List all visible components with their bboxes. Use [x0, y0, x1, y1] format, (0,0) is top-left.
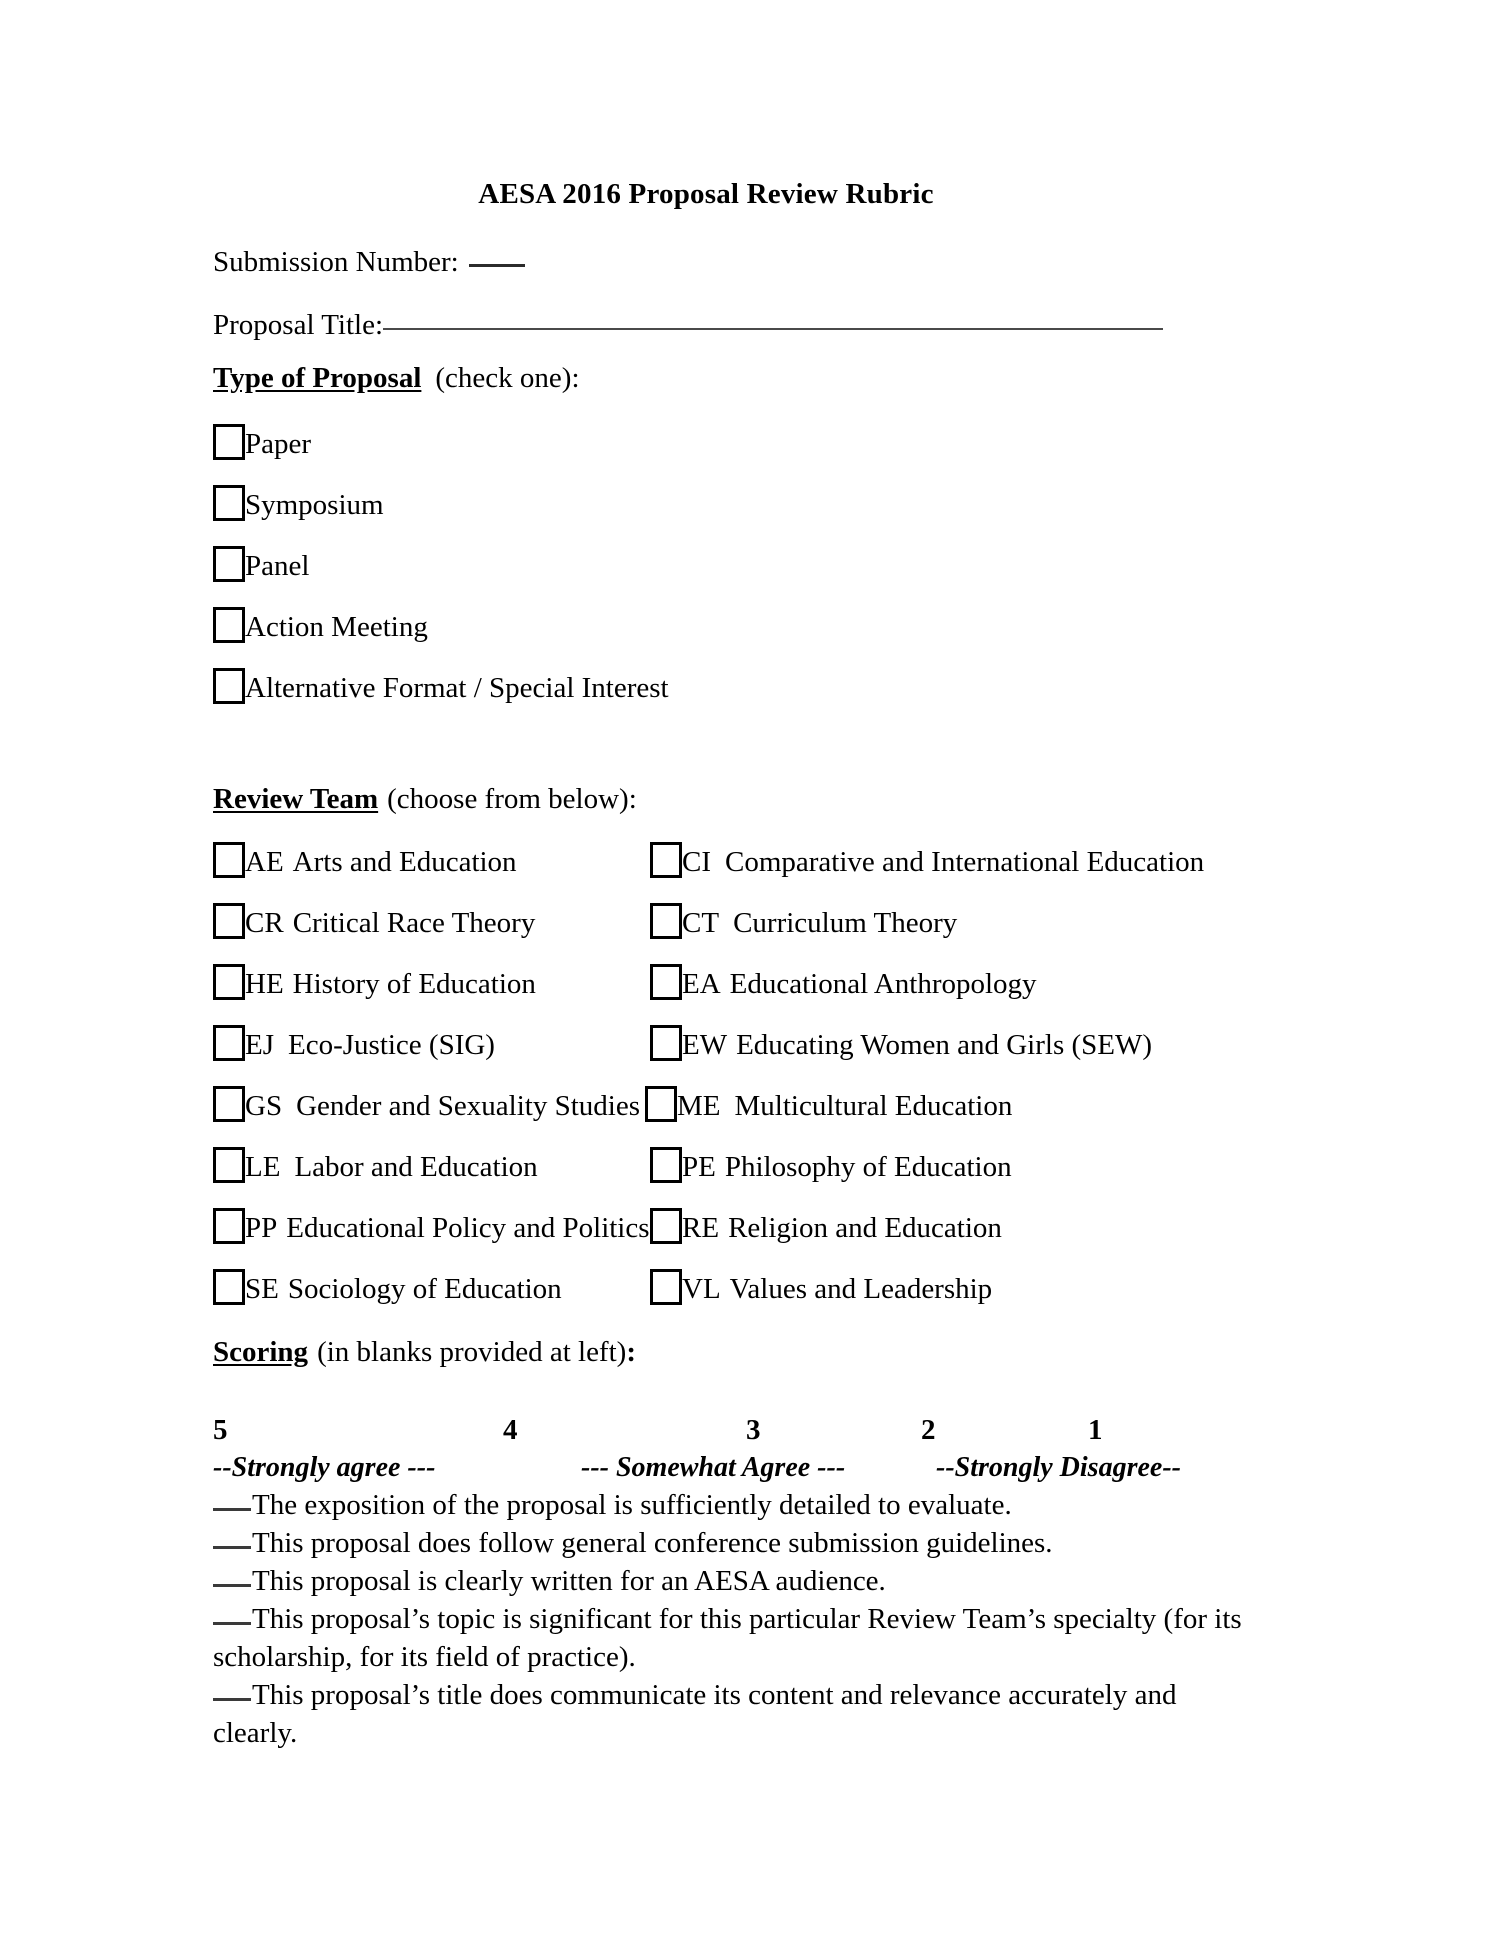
review-team-heading-label: Review Team	[213, 783, 379, 815]
score-input-1[interactable]	[213, 1508, 251, 1511]
scale-number-2: 2	[921, 1414, 936, 1446]
checkbox-ci[interactable]	[650, 842, 682, 878]
checkbox-row-ew[interactable]	[650, 1025, 1152, 1061]
scale-label-somewhat-agree: --- Somewhat Agree ---	[581, 1452, 846, 1483]
checkbox-ea[interactable]	[650, 964, 682, 1000]
checkbox-label-ci: Comparative and International Education	[725, 845, 1205, 878]
checkbox-label-pp: Educational Policy and Politics	[286, 1211, 650, 1244]
score-input-2[interactable]	[213, 1546, 251, 1549]
checkbox-row-symposium[interactable]	[213, 485, 384, 521]
checkbox-label-gs: Gender and Sexuality Studies	[296, 1089, 640, 1122]
checkbox-he[interactable]	[213, 964, 245, 1000]
submission-number-label: Submission Number:	[213, 246, 459, 278]
checkbox-row-alternative-format[interactable]	[213, 668, 669, 704]
type-of-proposal-instruction: (check one):	[435, 362, 580, 394]
checkbox-label-ew: Educating Women and Girls (SEW)	[736, 1028, 1153, 1061]
checkbox-code-cr: CR	[245, 906, 284, 939]
score-input-4[interactable]	[213, 1622, 251, 1625]
review-team-heading	[213, 783, 637, 816]
checkbox-ew[interactable]	[650, 1025, 682, 1061]
checkbox-code-ci: CI	[682, 845, 711, 878]
checkbox-action-meeting[interactable]	[213, 607, 245, 643]
checkbox-label-symposium: Symposium	[245, 488, 384, 521]
scoring-instruction-colon: :	[626, 1336, 636, 1368]
checkbox-label-alternative-format: Alternative Format / Special Interest	[245, 671, 669, 704]
checkbox-le[interactable]	[213, 1147, 245, 1183]
checkbox-code-ae: AE	[245, 845, 284, 878]
checkbox-se[interactable]	[213, 1269, 245, 1305]
checkbox-symposium[interactable]	[213, 485, 245, 521]
checkbox-label-re: Religion and Education	[728, 1211, 1002, 1244]
checkbox-row-gs[interactable]	[213, 1086, 640, 1122]
checkbox-code-pe: PE	[682, 1150, 716, 1183]
proposal-title-label: Proposal Title:	[213, 309, 384, 341]
checkbox-code-ct: CT	[682, 906, 720, 939]
scoring-heading-label: Scoring	[213, 1336, 309, 1368]
scale-number-1: 1	[1088, 1414, 1103, 1446]
scoring-heading	[213, 1336, 636, 1369]
checkbox-label-ae: Arts and Education	[292, 845, 517, 878]
proposal-title-row	[213, 309, 1163, 342]
checkbox-row-pe[interactable]	[650, 1147, 1012, 1183]
statement-row	[213, 1524, 1263, 1562]
checkbox-row-ea[interactable]	[650, 964, 1037, 1000]
submission-number-row	[213, 246, 525, 279]
statement-text-3: This proposal is clearly written for an AESA audience.	[252, 1565, 886, 1597]
scale-number-3: 3	[746, 1414, 761, 1446]
checkbox-code-se: SE	[245, 1272, 279, 1305]
checkbox-row-cr[interactable]	[213, 903, 535, 939]
checkbox-panel[interactable]	[213, 546, 245, 582]
checkbox-label-ej: Eco-Justice (SIG)	[288, 1028, 495, 1061]
checkbox-row-ej[interactable]	[213, 1025, 495, 1061]
statement-text-2: This proposal does follow general conference submission guidelines.	[252, 1527, 1053, 1559]
checkbox-row-me[interactable]	[645, 1086, 1012, 1122]
checkbox-label-paper: Paper	[245, 427, 312, 460]
checkbox-label-he: History of Education	[292, 967, 536, 1000]
checkbox-row-pp[interactable]	[213, 1208, 650, 1244]
checkbox-row-ci[interactable]	[650, 842, 1204, 878]
scoring-statements	[213, 1486, 1263, 1752]
checkbox-label-se: Sociology of Education	[287, 1272, 562, 1305]
checkbox-row-re[interactable]	[650, 1208, 1002, 1244]
checkbox-paper[interactable]	[213, 424, 245, 460]
checkbox-me[interactable]	[645, 1086, 677, 1122]
statement-text-1: The exposition of the proposal is sufficiently detailed to evaluate.	[252, 1489, 1012, 1521]
statement-row	[213, 1676, 1263, 1752]
scale-number-4: 4	[503, 1414, 518, 1446]
checkbox-cr[interactable]	[213, 903, 245, 939]
checkbox-code-re: RE	[682, 1211, 720, 1244]
checkbox-vl[interactable]	[650, 1269, 682, 1305]
scale-label-strongly-disagree: --Strongly Disagree--	[936, 1452, 1181, 1483]
checkbox-label-cr: Critical Race Theory	[292, 906, 536, 939]
checkbox-row-action-meeting[interactable]	[213, 607, 428, 643]
checkbox-code-vl: VL	[682, 1272, 721, 1305]
statement-text-5: This proposal’s title does communicate its content and relevance accurately and clearly.	[213, 1679, 1177, 1749]
checkbox-label-panel: Panel	[245, 549, 310, 582]
checkbox-code-pp: PP	[245, 1211, 278, 1244]
checkbox-row-paper[interactable]	[213, 424, 311, 460]
checkbox-code-ej: EJ	[245, 1028, 274, 1061]
scoring-scale-labels	[213, 1452, 1243, 1488]
statement-text-4: This proposal’s topic is significant for this particular Review Team’s specialty (for its scholarship, for its field of practice).	[213, 1603, 1242, 1673]
type-of-proposal-heading	[213, 362, 580, 395]
proposal-title-input[interactable]	[383, 328, 1163, 330]
checkbox-alternative-format[interactable]	[213, 668, 245, 704]
checkbox-code-gs: GS	[245, 1089, 283, 1122]
type-of-proposal-heading-label: Type of Proposal	[213, 362, 422, 394]
checkbox-row-he[interactable]	[213, 964, 536, 1000]
checkbox-code-ea: EA	[682, 967, 721, 1000]
checkbox-row-se[interactable]	[213, 1269, 562, 1305]
submission-number-input[interactable]	[469, 264, 525, 267]
scale-label-strongly-agree: --Strongly agree ---	[213, 1452, 436, 1483]
checkbox-ct[interactable]	[650, 903, 682, 939]
checkbox-label-me: Multicultural Education	[734, 1089, 1013, 1122]
score-input-5[interactable]	[213, 1698, 251, 1701]
scoring-instruction: (in blanks provided at left)	[317, 1336, 627, 1368]
checkbox-row-ae[interactable]	[213, 842, 517, 878]
checkbox-label-ea: Educational Anthropology	[729, 967, 1037, 1000]
statement-row	[213, 1486, 1263, 1524]
checkbox-code-he: HE	[245, 967, 284, 1000]
checkbox-pe[interactable]	[650, 1147, 682, 1183]
statement-row	[213, 1562, 1263, 1600]
checkbox-code-ew: EW	[682, 1028, 728, 1061]
checkbox-label-ct: Curriculum Theory	[733, 906, 958, 939]
scoring-scale-numbers	[213, 1414, 1233, 1448]
checkbox-row-vl[interactable]	[650, 1269, 992, 1305]
checkbox-ej[interactable]	[213, 1025, 245, 1061]
checkbox-ae[interactable]	[213, 842, 245, 878]
review-team-instruction: (choose from below):	[387, 783, 637, 815]
checkbox-code-me: ME	[677, 1089, 721, 1122]
checkbox-label-pe: Philosophy of Education	[724, 1150, 1012, 1183]
checkbox-row-ct[interactable]	[650, 903, 957, 939]
checkbox-re[interactable]	[650, 1208, 682, 1244]
checkbox-label-action-meeting: Action Meeting	[245, 610, 428, 643]
checkbox-pp[interactable]	[213, 1208, 245, 1244]
score-input-3[interactable]	[213, 1584, 251, 1587]
scale-number-5: 5	[213, 1414, 228, 1446]
statement-row	[213, 1600, 1263, 1676]
checkbox-label-vl: Values and Leadership	[729, 1272, 993, 1305]
page-title: AESA 2016 Proposal Review Rubric	[478, 178, 934, 210]
checkbox-row-le[interactable]	[213, 1147, 538, 1183]
checkbox-row-panel[interactable]	[213, 546, 309, 582]
checkbox-label-le: Labor and Education	[294, 1150, 538, 1183]
checkbox-gs[interactable]	[213, 1086, 245, 1122]
checkbox-code-le: LE	[245, 1150, 281, 1183]
